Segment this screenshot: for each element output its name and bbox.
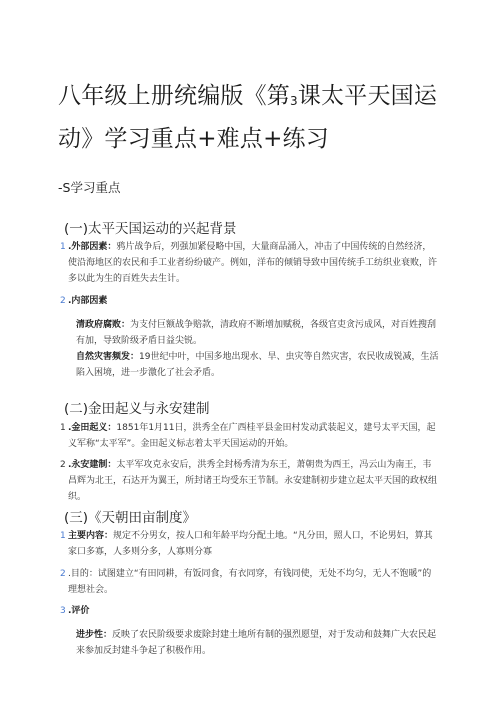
sub-item-lead: 自然灾害频发： <box>76 352 140 362</box>
section-heading-2: (二)金田起义与永安建制 <box>64 401 210 417</box>
list-item <box>68 420 440 452</box>
list-item <box>68 528 440 560</box>
item-text: 规定不分男女，按人口和年龄平均分配土地。“凡分田，照人口，不论男妇，算其家口多寡，人多则分多，人寡则分寡 <box>68 531 433 557</box>
sub-item <box>76 317 440 349</box>
section-heading-3: (三)《天朝田亩制度》 <box>64 510 197 526</box>
item-number: 1 <box>60 423 66 433</box>
item-number: 2 <box>60 569 66 579</box>
item-text: 太平军攻克永安后，洪秀全封杨秀清为东王，萧朝贵为西王，冯云山为南王，韦昌辉为北王，石达开为翼王，所封诸王均受东王节制。永安建制初步建立起太平天国的政权组织。 <box>68 460 438 502</box>
title-line1-part1: 八年级上册统编版《第 <box>58 83 290 109</box>
section-heading-1: (一)太平天国运动的兴起背景 <box>64 221 237 237</box>
item-number: 2 <box>60 296 66 306</box>
document-title <box>58 76 458 159</box>
section-label: -S学习重点 <box>58 180 121 195</box>
item-text: 1851年1月11日，洪秀全在广西桂平县金田村发动武装起义，建号太平天国，起义军称“太平军”。金田起义标志着太平天国运动的开始。 <box>68 423 436 449</box>
title-line2: 动》学习重点+难点+练习 <box>58 126 329 152</box>
list-item <box>68 566 440 598</box>
sub-item <box>76 349 440 381</box>
item-number: 3 <box>60 606 66 616</box>
sub-item-lead: 进步性： <box>76 630 113 640</box>
sub-item-lead: 清政府腐败： <box>76 320 131 330</box>
title-lesson-number: 3 <box>290 94 298 108</box>
item-number: 2 <box>60 460 66 470</box>
list-item <box>68 457 440 505</box>
item-lead: .外部因素： <box>68 242 117 252</box>
item-lead: .内部因素 <box>68 296 108 306</box>
item-lead: .金田起义： <box>68 423 117 433</box>
sub-item-text: 19世纪中叶，中国多地出现水、旱、虫灾等自然灾害，农民收成锐减，生活陷入困境，进一步激化了社会矛盾。 <box>76 352 439 378</box>
list-item <box>68 239 440 287</box>
sub-item-text: 为支付巨额战争赔款，清政府不断增加赋税，各级官吏贪污成风，对百姓搜刮有加，导致阶级矛盾日益尖锐。 <box>76 320 437 346</box>
item-lead: .永安建制： <box>68 460 117 470</box>
list-item <box>68 293 440 309</box>
list-item <box>68 603 440 619</box>
item-number: 1 <box>60 531 66 541</box>
item-text: 鸦片战争后，列强加紧侵略中国，大量商品涌入，冲击了中国传统的自然经济，使沿海地区的农民和手工业者纷纷破产。例如，洋布的倾销导致中国传统手工纺织业衰败，许多以此为生的百姓失去生计。 <box>68 242 438 284</box>
item-lead: 主要内容： <box>68 531 114 541</box>
sub-item <box>76 627 440 659</box>
sub-item-text: 反映了农民阶级要求废除封建土地所有制的强烈愿望，对于发动和鼓舞广大农民起来参加反封建斗争起了积极作用。 <box>76 630 437 656</box>
item-lead: .评价 <box>68 606 90 616</box>
item-text: .目的：试图建立“有田同耕，有饭同食，有衣同穿，有钱同使，无处不均匀，无人不饱暖”的理想社会。 <box>68 569 432 595</box>
title-line1-part2: 课太平天国运 <box>297 83 438 109</box>
item-number: 1 <box>60 242 66 252</box>
